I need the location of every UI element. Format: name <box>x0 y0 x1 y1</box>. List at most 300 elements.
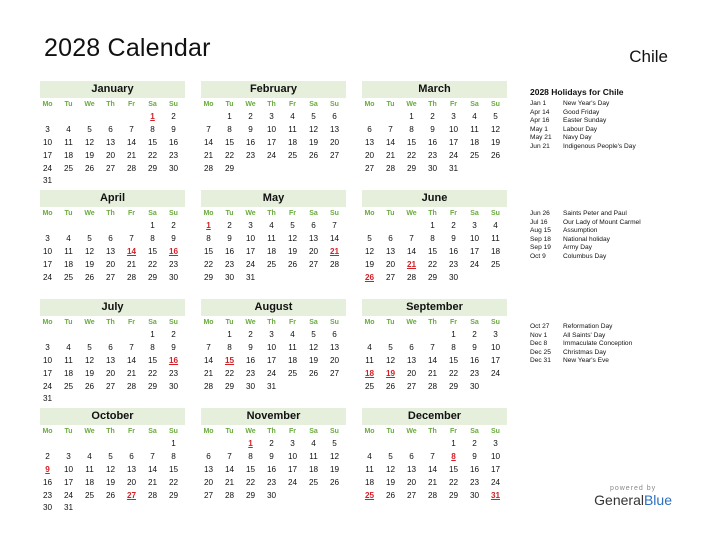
empty-cell <box>380 219 401 232</box>
empty-cell <box>359 437 380 450</box>
day-cell: 27 <box>105 272 116 282</box>
day-cell: 24 <box>42 272 53 282</box>
day-cell: 24 <box>245 259 256 269</box>
day-cell: 27 <box>105 163 116 173</box>
weekday-label: Su <box>491 319 500 326</box>
day-cell: 15 <box>203 246 214 256</box>
weekday-label: Su <box>169 101 178 108</box>
day-cell: 24 <box>490 368 501 378</box>
day-cell: 19 <box>287 246 298 256</box>
weekday-label: Su <box>491 210 500 217</box>
empty-cell <box>401 437 422 450</box>
day-cell: 30 <box>469 490 480 500</box>
day-cell: 18 <box>469 137 480 147</box>
holiday-row <box>530 227 705 236</box>
day-cell: 3 <box>45 124 50 134</box>
day-cell: 14 <box>126 355 137 365</box>
day-cell: 3 <box>66 451 71 461</box>
day-cell: 27 <box>364 163 375 173</box>
day-cell: 25 <box>63 163 74 173</box>
day-cell: 3 <box>269 112 274 121</box>
holiday-list <box>530 323 705 366</box>
weekday-label: Th <box>428 101 437 108</box>
month-june <box>362 190 507 283</box>
day-cell: 30 <box>168 163 179 173</box>
holiday-row <box>530 244 705 253</box>
day-cell: 21 <box>203 150 214 160</box>
holiday-name: Good Friday <box>563 108 600 116</box>
day-cell: 10 <box>490 451 501 461</box>
day-cell: 29 <box>224 163 235 173</box>
weekday-label: Tu <box>225 319 234 326</box>
holiday-list <box>530 210 705 262</box>
day-cell: 20 <box>203 477 214 487</box>
day-cell: 27 <box>105 381 116 391</box>
day-cell: 16 <box>224 246 235 256</box>
day-cell: 10 <box>469 233 480 243</box>
day-cell: 1 <box>227 330 232 339</box>
day-cell: 2 <box>248 112 253 121</box>
day-cell: 31 <box>448 163 459 173</box>
empty-cell <box>380 328 401 341</box>
weekday-label: Th <box>428 428 437 435</box>
month-name: December <box>362 408 507 425</box>
day-cell: 15 <box>224 137 235 147</box>
holiday-row <box>530 143 705 152</box>
day-cell: 11 <box>365 355 374 365</box>
day-cell: 28 <box>224 490 235 500</box>
day-cell: 26 <box>287 259 298 269</box>
day-cell: 15 <box>427 246 438 256</box>
holiday-row <box>530 219 705 228</box>
day-cell: 7 <box>430 342 435 352</box>
day-cell: 23 <box>448 259 459 269</box>
weekday-label: Sa <box>309 210 318 217</box>
day-cell: 20 <box>385 259 396 269</box>
day-cell: 25 <box>364 381 375 391</box>
month-name: April <box>40 190 185 207</box>
day-cell: 13 <box>385 246 396 256</box>
day-cell: 4 <box>472 112 477 121</box>
day-cell: 18 <box>287 137 298 147</box>
weekday-label: Th <box>106 319 115 326</box>
day-cell: 1 <box>150 330 155 339</box>
day-cell: 28 <box>126 272 137 282</box>
day-cell: 5 <box>493 112 498 121</box>
weekday-label: We <box>406 319 417 326</box>
weekday-label: Tu <box>64 319 73 326</box>
day-cell: 12 <box>84 246 95 256</box>
weekday-label: Th <box>106 101 115 108</box>
day-cell: 31 <box>266 381 277 391</box>
weekday-label: Su <box>330 428 339 435</box>
day-cell: 25 <box>490 259 501 269</box>
day-cell: 27 <box>385 272 396 282</box>
day-cell: 14 <box>329 233 340 243</box>
empty-cell <box>121 110 142 123</box>
day-cell: 11 <box>267 233 276 243</box>
day-cell: 9 <box>171 233 176 243</box>
day-cell: 8 <box>451 342 456 352</box>
day-cell: 3 <box>290 439 295 448</box>
day-cell: 22 <box>147 150 158 160</box>
day-cell: 12 <box>105 464 116 474</box>
holiday-date: May 1 <box>530 125 548 133</box>
holiday-day: 21 <box>329 246 340 256</box>
day-cell: 9 <box>269 451 274 461</box>
day-cell: 1 <box>171 439 176 448</box>
day-cell: 7 <box>150 451 155 461</box>
day-cell: 28 <box>427 381 438 391</box>
day-cell: 17 <box>42 150 53 160</box>
day-cell: 23 <box>245 150 256 160</box>
day-cell: 20 <box>364 150 375 160</box>
day-cell: 20 <box>406 368 417 378</box>
month-days-grid <box>359 316 504 392</box>
day-cell: 1 <box>451 330 456 339</box>
empty-cell <box>380 437 401 450</box>
weekday-label: Sa <box>470 101 479 108</box>
day-cell: 10 <box>245 233 256 243</box>
holiday-day: 27 <box>126 490 137 500</box>
day-cell: 8 <box>227 342 232 352</box>
holiday-date: Apr 16 <box>530 117 550 125</box>
weekday-label: Tu <box>225 101 234 108</box>
weekday-label: Sa <box>148 319 157 326</box>
day-cell: 29 <box>448 381 459 391</box>
empty-cell <box>401 328 422 341</box>
day-cell: 15 <box>245 464 256 474</box>
day-cell: 14 <box>203 137 214 147</box>
day-cell: 31 <box>245 272 256 282</box>
day-cell: 31 <box>42 176 53 186</box>
weekday-label: We <box>245 319 256 326</box>
day-cell: 24 <box>42 381 53 391</box>
holiday-day: 25 <box>364 490 375 500</box>
day-cell: 6 <box>129 451 134 461</box>
day-cell: 14 <box>385 137 396 147</box>
day-cell: 16 <box>469 355 480 365</box>
month-days-grid <box>198 316 343 392</box>
day-cell: 17 <box>266 355 277 365</box>
day-cell: 6 <box>367 124 372 134</box>
day-cell: 4 <box>66 124 71 134</box>
day-cell: 9 <box>430 124 435 134</box>
day-cell: 3 <box>269 330 274 339</box>
day-cell: 22 <box>203 259 214 269</box>
empty-cell <box>380 110 401 123</box>
weekday-label: Sa <box>309 428 318 435</box>
day-cell: 19 <box>308 355 319 365</box>
day-cell: 16 <box>469 464 480 474</box>
day-cell: 30 <box>168 272 179 282</box>
weekday-label: Fr <box>450 319 457 326</box>
day-cell: 2 <box>171 112 176 121</box>
day-cell: 22 <box>245 477 256 487</box>
month-days-grid <box>359 98 504 174</box>
month-name: January <box>40 81 185 98</box>
day-cell: 4 <box>311 439 316 448</box>
holiday-name: National holiday <box>563 235 610 243</box>
empty-cell <box>198 437 219 450</box>
day-cell: 29 <box>147 163 158 173</box>
month-name: June <box>362 190 507 207</box>
day-cell: 27 <box>329 368 340 378</box>
weekday-label: Fr <box>128 428 135 435</box>
month-may <box>201 190 346 283</box>
day-cell: 29 <box>203 272 214 282</box>
day-cell: 5 <box>87 124 92 134</box>
weekday-label: Mo <box>203 428 214 435</box>
empty-cell <box>142 437 163 450</box>
day-cell: 21 <box>126 368 137 378</box>
day-cell: 17 <box>490 355 501 365</box>
day-cell: 17 <box>245 246 256 256</box>
day-cell: 1 <box>227 112 232 121</box>
day-cell: 25 <box>63 381 74 391</box>
day-cell: 20 <box>105 259 116 269</box>
day-cell: 26 <box>308 368 319 378</box>
day-cell: 28 <box>126 381 137 391</box>
day-cell: 8 <box>248 451 253 461</box>
day-cell: 8 <box>409 124 414 134</box>
weekday-label: Sa <box>470 210 479 217</box>
day-cell: 26 <box>490 150 501 160</box>
empty-cell <box>79 437 100 450</box>
day-cell: 3 <box>248 221 253 230</box>
empty-cell <box>58 437 79 450</box>
day-cell: 8 <box>150 342 155 352</box>
holiday-date: Sep 19 <box>530 244 551 252</box>
day-cell: 29 <box>224 381 235 391</box>
day-cell: 6 <box>332 112 337 121</box>
day-cell: 14 <box>203 355 214 365</box>
day-cell: 28 <box>203 381 214 391</box>
day-cell: 19 <box>490 137 501 147</box>
month-february <box>201 81 346 174</box>
day-cell: 24 <box>266 150 277 160</box>
day-cell: 12 <box>364 246 375 256</box>
day-cell: 4 <box>269 221 274 230</box>
holiday-list-title: 2028 Holidays for Chile <box>530 87 624 97</box>
holiday-day: 1 <box>248 439 253 448</box>
day-cell: 10 <box>42 355 53 365</box>
day-cell: 4 <box>66 342 71 352</box>
weekday-label: Th <box>106 428 115 435</box>
day-cell: 28 <box>203 163 214 173</box>
day-cell: 22 <box>427 259 438 269</box>
day-cell: 23 <box>168 259 179 269</box>
day-cell: 25 <box>308 477 319 487</box>
day-cell: 30 <box>448 272 459 282</box>
holiday-row <box>530 210 705 219</box>
weekday-label: We <box>84 428 95 435</box>
month-august <box>201 299 346 392</box>
month-november <box>201 408 346 501</box>
holiday-date: Dec 25 <box>530 348 551 356</box>
day-cell: 4 <box>367 451 372 461</box>
holiday-date: Oct 9 <box>530 252 546 260</box>
day-cell: 14 <box>224 464 235 474</box>
day-cell: 26 <box>84 381 95 391</box>
day-cell: 12 <box>329 451 340 461</box>
weekday-label: Mo <box>42 101 53 108</box>
day-cell: 2 <box>472 439 477 448</box>
day-cell: 20 <box>329 137 340 147</box>
day-cell: 3 <box>493 439 498 448</box>
weekday-label: Su <box>330 210 339 217</box>
weekday-label: Fr <box>128 319 135 326</box>
day-cell: 27 <box>406 381 417 391</box>
holiday-day: 16 <box>168 246 179 256</box>
day-cell: 13 <box>105 355 116 365</box>
day-cell: 29 <box>168 490 179 500</box>
day-cell: 15 <box>406 137 417 147</box>
day-cell: 8 <box>206 233 211 243</box>
holiday-date: Jul 16 <box>530 218 548 226</box>
month-name: September <box>362 299 507 316</box>
day-cell: 10 <box>42 246 53 256</box>
day-cell: 19 <box>84 259 95 269</box>
day-cell: 29 <box>147 381 158 391</box>
day-cell: 30 <box>224 272 235 282</box>
holiday-name: Army Day <box>563 244 592 252</box>
weekday-label: Mo <box>364 319 375 326</box>
day-cell: 22 <box>448 477 459 487</box>
day-cell: 26 <box>385 490 396 500</box>
day-cell: 9 <box>472 451 477 461</box>
day-cell: 25 <box>287 368 298 378</box>
day-cell: 18 <box>63 150 74 160</box>
day-cell: 9 <box>171 342 176 352</box>
day-cell: 12 <box>287 233 298 243</box>
brand-logo <box>594 485 672 508</box>
day-cell: 25 <box>469 150 480 160</box>
weekday-label: Th <box>267 101 276 108</box>
day-cell: 20 <box>308 246 319 256</box>
day-cell: 24 <box>469 259 480 269</box>
weekday-label: Sa <box>470 428 479 435</box>
day-cell: 4 <box>290 330 295 339</box>
day-cell: 12 <box>84 137 95 147</box>
holiday-name: Christmas Day <box>563 348 607 356</box>
day-cell: 22 <box>147 259 158 269</box>
day-cell: 17 <box>469 246 480 256</box>
day-cell: 1 <box>451 439 456 448</box>
empty-cell <box>121 437 142 450</box>
weekday-label: Th <box>267 319 276 326</box>
empty-cell <box>58 110 79 123</box>
day-cell: 28 <box>329 259 340 269</box>
weekday-label: We <box>406 101 417 108</box>
day-cell: 23 <box>469 368 480 378</box>
day-cell: 24 <box>63 490 74 500</box>
weekday-label: Th <box>428 210 437 217</box>
day-cell: 21 <box>147 477 158 487</box>
empty-cell <box>79 328 100 341</box>
weekday-label: Sa <box>470 319 479 326</box>
day-cell: 14 <box>427 464 438 474</box>
day-cell: 22 <box>448 368 459 378</box>
weekday-label: We <box>245 101 256 108</box>
weekday-label: Fr <box>289 319 296 326</box>
day-cell: 19 <box>84 150 95 160</box>
weekday-label: Fr <box>289 101 296 108</box>
month-september <box>362 299 507 392</box>
day-cell: 16 <box>42 477 53 487</box>
day-cell: 22 <box>224 368 235 378</box>
holiday-date: Jun 26 <box>530 210 550 217</box>
day-cell: 31 <box>63 503 74 513</box>
day-cell: 10 <box>287 451 298 461</box>
day-cell: 30 <box>427 163 438 173</box>
day-cell: 5 <box>367 233 372 243</box>
holiday-row <box>530 332 705 341</box>
holiday-day: 31 <box>490 490 501 500</box>
weekday-label: Mo <box>42 319 53 326</box>
weekday-label: Sa <box>309 319 318 326</box>
day-cell: 12 <box>308 124 319 134</box>
day-cell: 14 <box>406 246 417 256</box>
day-cell: 18 <box>287 355 298 365</box>
day-cell: 8 <box>150 124 155 134</box>
day-cell: 6 <box>409 342 414 352</box>
day-cell: 24 <box>448 150 459 160</box>
day-cell: 9 <box>227 233 232 243</box>
day-cell: 30 <box>42 503 53 513</box>
day-cell: 12 <box>385 464 396 474</box>
holiday-day: 26 <box>364 272 375 282</box>
holiday-name: New Year's Day <box>563 100 610 107</box>
day-cell: 7 <box>227 451 232 461</box>
weekday-label: Su <box>169 428 178 435</box>
day-cell: 13 <box>308 233 319 243</box>
day-cell: 26 <box>329 477 340 487</box>
day-cell: 15 <box>147 137 158 147</box>
month-name: November <box>201 408 346 425</box>
day-cell: 4 <box>367 342 372 352</box>
day-cell: 19 <box>385 477 396 487</box>
day-cell: 17 <box>266 137 277 147</box>
brand-name-part2: Blue <box>643 492 672 508</box>
month-days-grid <box>198 98 343 174</box>
day-cell: 9 <box>248 342 253 352</box>
day-cell: 12 <box>385 355 396 365</box>
month-days-grid <box>37 316 182 405</box>
holiday-date: Dec 31 <box>530 357 551 365</box>
day-cell: 18 <box>490 246 501 256</box>
day-cell: 11 <box>365 464 374 474</box>
holiday-date: Jun 21 <box>530 142 550 150</box>
weekday-label: Mo <box>203 210 214 217</box>
day-cell: 16 <box>245 355 256 365</box>
empty-cell <box>100 328 121 341</box>
day-cell: 18 <box>84 477 95 487</box>
month-name: February <box>201 81 346 98</box>
empty-cell <box>37 437 58 450</box>
weekday-label: Th <box>428 319 437 326</box>
day-cell: 6 <box>108 124 113 134</box>
day-cell: 10 <box>266 342 277 352</box>
day-cell: 21 <box>385 150 396 160</box>
day-cell: 27 <box>203 490 214 500</box>
weekday-label: Tu <box>225 428 234 435</box>
holiday-date: Jan 1 <box>530 100 547 107</box>
month-days-grid <box>37 98 182 187</box>
day-cell: 5 <box>87 233 92 243</box>
day-cell: 12 <box>490 124 501 134</box>
day-cell: 7 <box>332 221 337 230</box>
